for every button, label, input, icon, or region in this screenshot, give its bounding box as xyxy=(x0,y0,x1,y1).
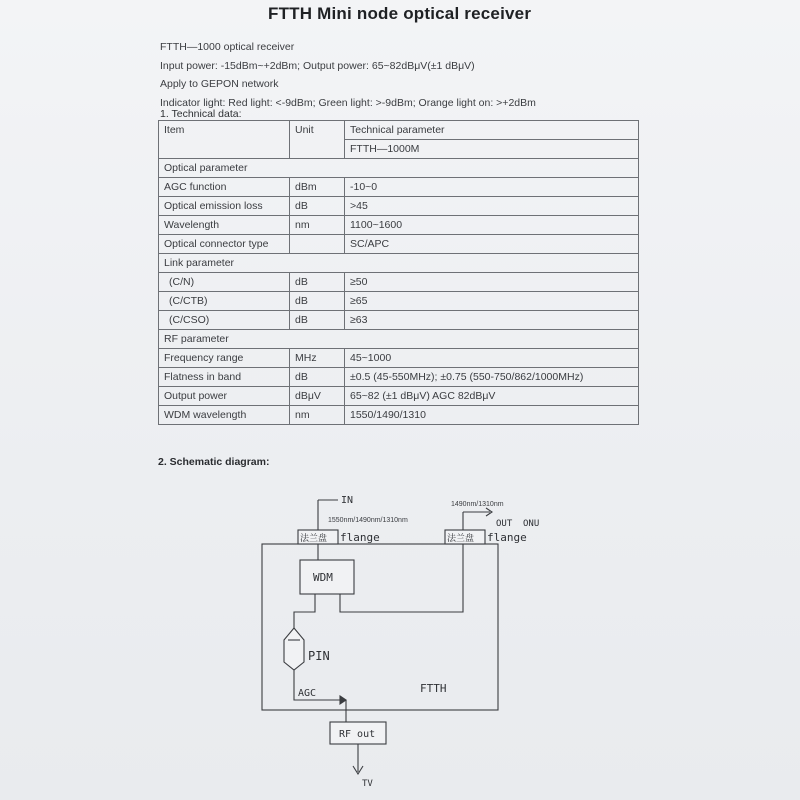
input-flange-cn: 法兰盘 xyxy=(300,534,328,544)
row-unit: dB xyxy=(290,368,345,387)
onu-label: ONU xyxy=(523,519,540,529)
intro-indicator: Indicator light: Red light: <-9dBm; Green light: >-9dBm; Orange light on: >+2dBm xyxy=(160,96,536,109)
group-rf-parameter: RF parameter xyxy=(159,330,639,349)
row-value: ±0.5 (45-550MHz); ±0.75 (550-750/862/1000MHz) xyxy=(345,368,639,387)
row-unit: dB xyxy=(290,292,345,311)
in-wavelengths: 1550nm/1490nm/1310nm xyxy=(328,517,408,524)
in-label: IN xyxy=(341,495,354,506)
input-flange-label: flange xyxy=(340,531,380,544)
section-technical-data-title: 1. Technical data: xyxy=(160,108,242,120)
document-title: FTTH Mini node optical receiver xyxy=(268,4,532,23)
row-value: ≥65 xyxy=(345,292,639,311)
group-link-parameter: Link parameter xyxy=(159,254,639,273)
wdm-to-pin-line xyxy=(294,594,315,628)
row-unit: nm xyxy=(290,216,345,235)
row-item: Optical emission loss xyxy=(159,197,290,216)
row-value: ≥63 xyxy=(345,311,639,330)
row-item: Optical connector type xyxy=(159,235,290,254)
row-unit: dBμV xyxy=(290,387,345,406)
row-unit: MHz xyxy=(290,349,345,368)
row-unit: dBm xyxy=(290,178,345,197)
ftth-label: FTTH xyxy=(420,682,447,695)
row-unit: dB xyxy=(290,273,345,292)
row-value: -10~0 xyxy=(345,178,639,197)
row-unit: nm xyxy=(290,406,345,425)
output-flange-label: flange xyxy=(487,531,527,544)
row-value: SC/APC xyxy=(345,235,639,254)
header-technical-parameter: Technical parameter xyxy=(345,121,639,140)
row-item: Frequency range xyxy=(159,349,290,368)
rfout-label: RF out xyxy=(339,729,376,740)
group-optical-parameter: Optical parameter xyxy=(159,159,639,178)
tv-label: TV xyxy=(362,779,373,789)
pin-diode-shape xyxy=(284,628,304,670)
row-unit: dB xyxy=(290,197,345,216)
row-item: Wavelength xyxy=(159,216,290,235)
row-item: (C/N) xyxy=(159,273,290,292)
agc-arrow xyxy=(340,696,346,704)
intro-model: FTTH—1000 optical receiver xyxy=(160,41,295,53)
section-schematic-title: 2. Schematic diagram: xyxy=(158,456,270,468)
output-flange-cn: 法兰盘 xyxy=(447,534,475,544)
row-item: WDM wavelength xyxy=(159,406,290,425)
row-item: (C/CTB) xyxy=(159,292,290,311)
out-label: OUT xyxy=(496,519,513,529)
row-value: 1100~1600 xyxy=(345,216,639,235)
row-value: >45 xyxy=(345,197,639,216)
wdm-label: WDM xyxy=(313,571,333,584)
pin-label: PIN xyxy=(308,649,330,663)
row-item: (C/CSO) xyxy=(159,311,290,330)
row-item: AGC function xyxy=(159,178,290,197)
header-model: FTTH—1000M xyxy=(345,140,639,159)
intro-power: Input power: -15dBm~+2dBm; Output power: 65~82dBμV(±1 dBμV) xyxy=(160,59,475,72)
row-value: ≥50 xyxy=(345,273,639,292)
row-unit: dB xyxy=(290,311,345,330)
intro-apply: Apply to GEPON network xyxy=(160,78,279,90)
row-item: Output power xyxy=(159,387,290,406)
out-wavelengths: 1490nm/1310nm xyxy=(451,501,504,508)
header-item: Item xyxy=(159,121,290,159)
row-value: 45~1000 xyxy=(345,349,639,368)
row-value: 1550/1490/1310 xyxy=(345,406,639,425)
wdm-to-output-line xyxy=(340,544,463,612)
row-item: Flatness in band xyxy=(159,368,290,387)
agc-label: AGC xyxy=(298,688,317,699)
header-unit: Unit xyxy=(290,121,345,159)
row-value: 65~82 (±1 dBμV) AGC 82dBμV xyxy=(345,387,639,406)
